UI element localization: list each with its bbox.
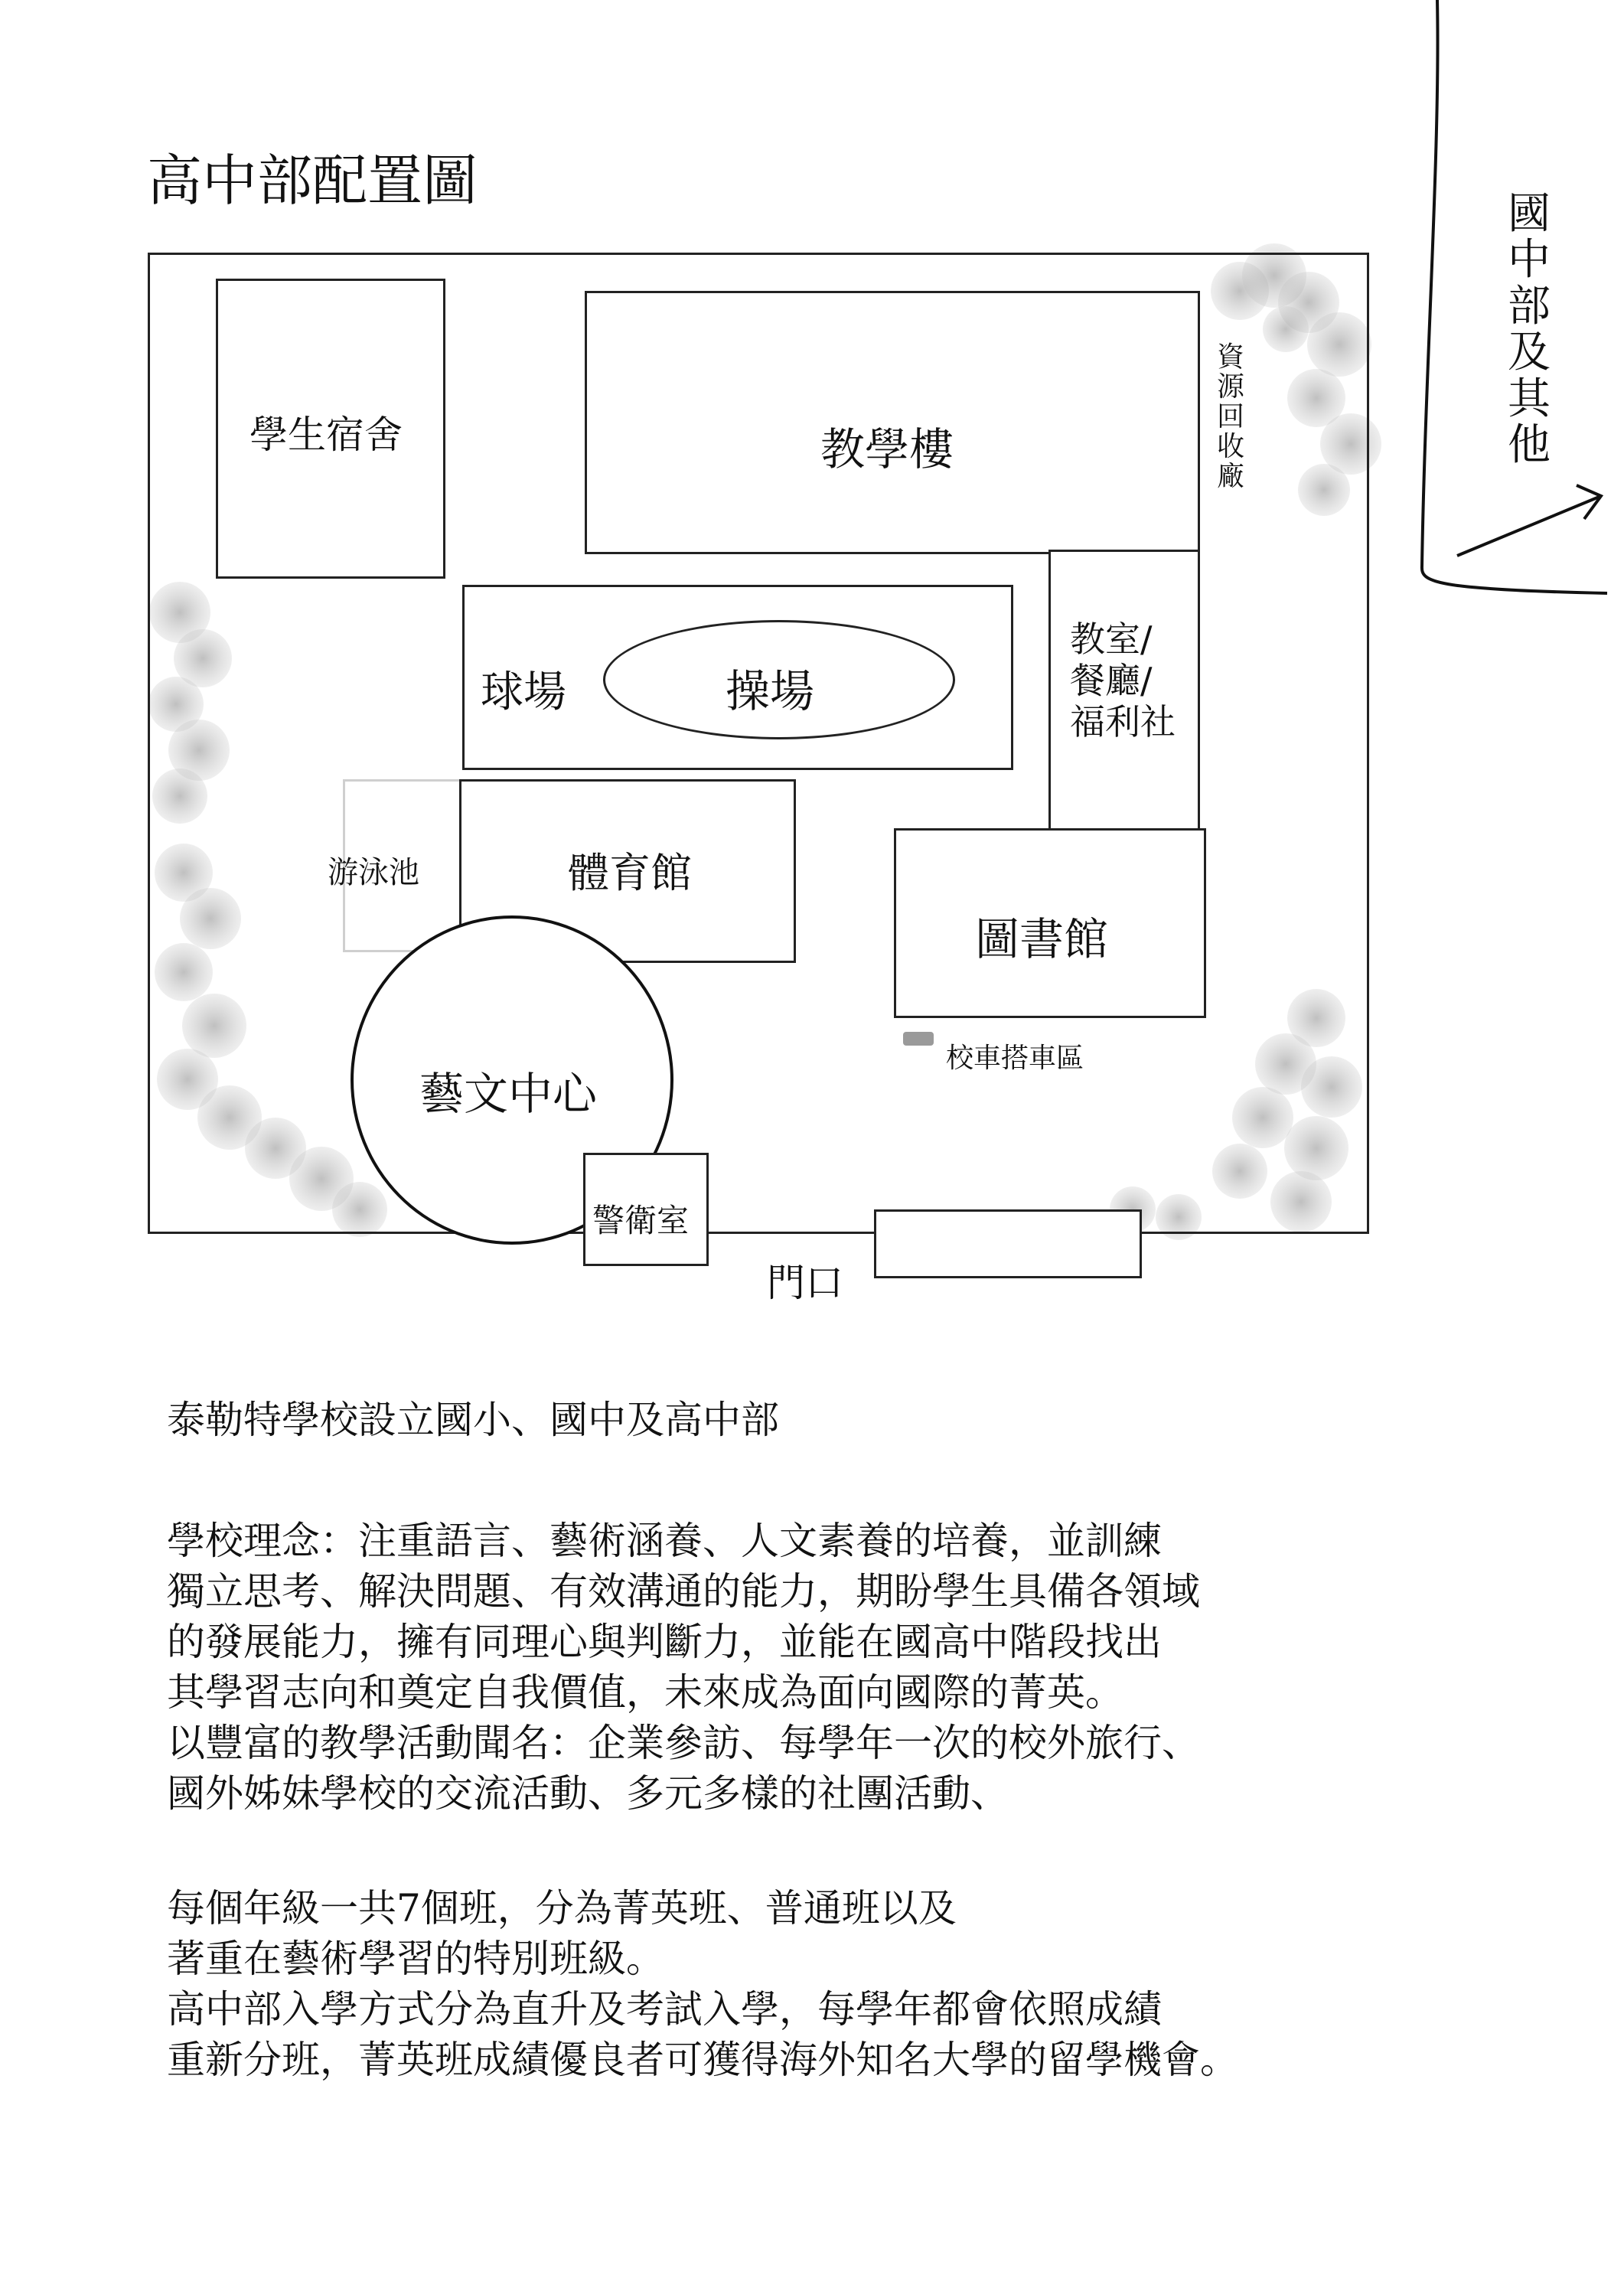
gate	[874, 1209, 1142, 1278]
recycling-plant-label: 資 源 回 收 廠	[1217, 341, 1245, 492]
philosophy-line: 的發展能力，擁有同理心與判斷力，並能在國高中階段找出	[167, 1620, 1162, 1664]
bus-stop-label: 校車搭車區	[946, 1043, 1084, 1074]
class-info-line: 重新分班，菁英班成績優良者可獲得海外知名大學的留學機會。	[167, 2038, 1238, 2082]
class-info-line: 每個年級一共7個班，分為菁英班、普通班以及	[167, 1886, 957, 1930]
gate-label: 門口	[767, 1261, 843, 1305]
philosophy-line: 國外姊妹學校的交流活動、多元多樣的社團活動、	[167, 1771, 1009, 1816]
junior-high-pointer	[1378, 0, 1624, 628]
philosophy-line: 其學習志向和奠定自我價值，未來成為面向國際的菁英。	[167, 1670, 1123, 1715]
junior-high-label: 國 中 部 及 其 他	[1508, 189, 1551, 471]
library-label: 圖書館	[975, 913, 1109, 965]
map-title: 高中部配置圖	[147, 148, 478, 213]
dormitory-label: 學生宿舍	[249, 413, 403, 457]
field-label: 操場	[726, 665, 815, 717]
philosophy-line: 獨立思考、解決問題、有效溝通的能力，期盼學生具備各領域	[167, 1569, 1200, 1614]
classroom-dining-label: 教室/ 餐廳/ 福利社	[1070, 618, 1176, 742]
guard-room-label: 警衛室	[592, 1202, 690, 1239]
philosophy-line: 學校理念：注重語言、藝術涵養、人文素養的培養，並訓練	[167, 1519, 1162, 1563]
gym-label: 體育館	[568, 849, 692, 897]
bus-stop-marker	[903, 1032, 934, 1046]
intro-text: 泰勒特學校設立國小、國中及高中部	[167, 1398, 779, 1442]
class-info-line: 著重在藝術學習的特別班級。	[167, 1937, 664, 1981]
class-info-line: 高中部入學方式分為直升及考試入學，每學年都會依照成績	[167, 1987, 1162, 2032]
arts-center-label: 藝文中心	[419, 1068, 598, 1120]
philosophy-line: 以豐富的教學活動聞名：企業參訪、每學年一次的校外旅行、	[167, 1721, 1200, 1765]
pool-label: 游泳池	[328, 855, 419, 890]
court-label: 球場	[481, 667, 566, 717]
teaching-building-label: 教學樓	[820, 423, 954, 475]
